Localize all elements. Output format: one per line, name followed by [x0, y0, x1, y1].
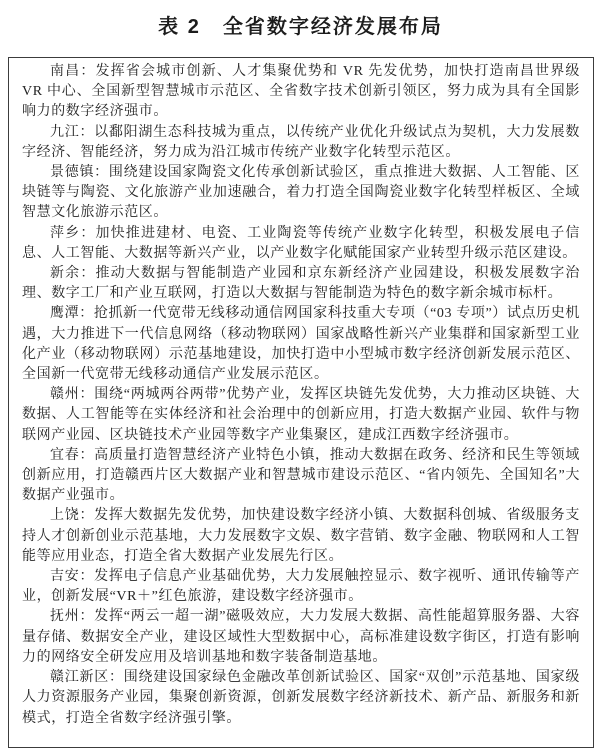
- paragraph: 萍乡：加快推进建材、电瓷、工业陶瓷等传统产业数字化转型，积极发展电子信息、人工智能、大数据等新兴产业，以产业数字化赋能国家产业转型升级示范区建设。: [22, 225, 580, 261]
- paragraph: 抚州：发挥“两云一超一湖”磁吸效应，大力发展大数据、高性能超算服务器、大容量存储、数据安全产业，建设区域性大型数据中心，高标准建设数字街区，打造有影响力的网络安全研发应用及培训基地和数字装备制造基地。: [22, 609, 580, 665]
- paragraph: 上饶：发挥大数据先发优势，加快建设数字经济小镇、大数据科创城、省级服务支持人才创新创业示范基地，大力发展数字文娱、数字营销、数字金融、物联网和人工智能等应用业态，打造全省大数据产业发展先行区。: [22, 508, 580, 564]
- table-body: [22, 62, 580, 729]
- paragraph: 南昌：发挥省会城市创新、人才集聚优势和 VR 先发优势，加快打造南昌世界级 VR 中心、全国新型智慧城市示范区、全省数字技术创新引领区，努力成为具有全国影响力的数字经济强市。: [22, 64, 580, 120]
- table-title: 表 2 全省数字经济发展布局: [158, 16, 443, 38]
- paragraph: 九江：以鄱阳湖生态科技城为重点，以传统产业优化升级试点为契机，大力发展数字经济、智能经济，努力成为沿江城市传统产业数字化转型示范区。: [22, 124, 580, 160]
- paragraph: 鹰潭：抢抓新一代宽带无线移动通信网国家科技重大专项（“03 专项”）试点历史机遇，大力推进下一代信息网络（移动物联网）国家战略性新兴产业集群和国家新型工业化产业（移动物联网）示范基地建设，加快打造中小型城市数字经济创新发展示范区、全国新一代宽带无线移动通信产业发展示范区。: [22, 306, 580, 383]
- paragraph: 吉安：发挥电子信息产业基础优势，大力发展触控显示、数字视听、通讯传输等产业，创新发展“VR＋”红色旅游，建设数字经济强市。: [22, 569, 580, 605]
- paragraph: 新余：推动大数据与智能制造产业园和京东新经济产业园建设，积极发展数字治理、数字工厂和产业互联网，打造以大数据与智能制造为特色的数字新余城市标杆。: [22, 266, 580, 302]
- table-border-box: [8, 57, 594, 748]
- paragraph: 赣江新区：围绕建设国家绿色金融改革创新试验区、国家“双创”示范基地、国家级人力资源服务产业园，集聚创新资源，创新发展数字经济新技术、新产品、新服务和新模式，打造全省数字经济强引擎。: [22, 670, 580, 726]
- paragraph: 赣州：围绕“两城两谷两带”优势产业，发挥区块链先发优势，大力推动区块链、大数据、人工智能等在实体经济和社会治理中的创新应用，打造大数据产业园、软件与物联网产业园、区块链技术产业园等数字产业集聚区，建成江西数字经济强市。: [22, 387, 580, 443]
- paragraph: 景德镇：围绕建设国家陶瓷文化传承创新试验区，重点推进大数据、人工智能、区块链等与陶瓷、文化旅游产业加速融合，着力打造全国陶瓷业数字化转型样板区、全域智慧文化旅游示范区。: [22, 165, 580, 221]
- paragraph: 宜春：高质量打造智慧经济产业特色小镇，推动大数据在政务、经济和民生等领域创新应用，打造赣西片区大数据产业和智慧城市建设示范区、“省内领先、全国知名”大数据产业强市。: [22, 447, 580, 504]
